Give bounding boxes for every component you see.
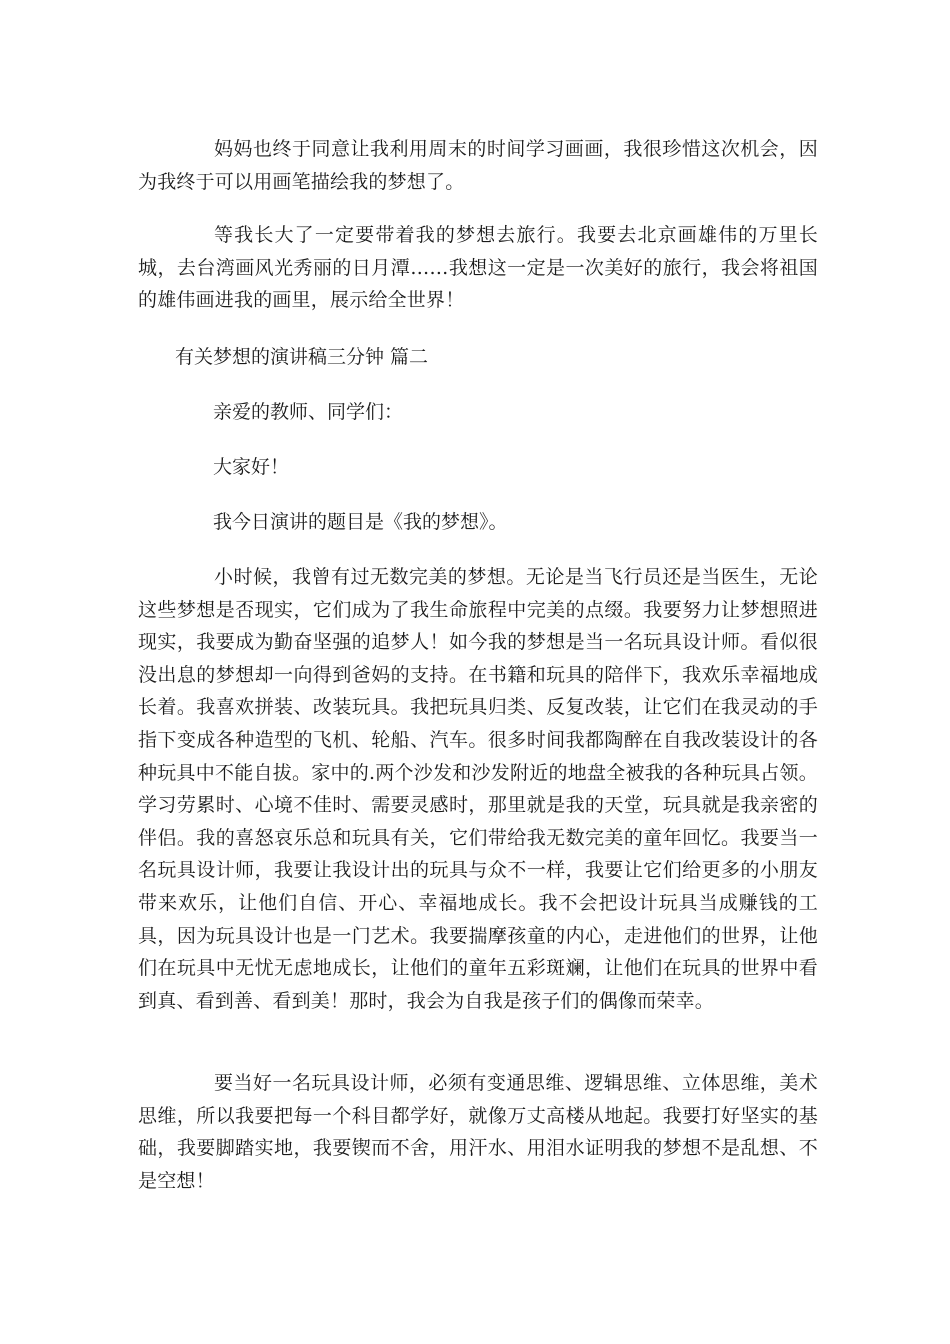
greeting: 大家好！	[213, 456, 290, 478]
salutation: 亲爱的教师、同学们：	[213, 401, 404, 423]
section-title: 有关梦想的演讲稿三分钟 篇二	[175, 346, 429, 368]
paragraph-toy-designer-plan: 要当好一名玩具设计师，必须有变通思维、逻辑思维、立体思维，美术思维，所以我要把每一个科目都学好，就像万丈高楼从地起。我要打好坚实的基础，我要脚踏实地，我要锲而不舍，用汗水、用泪水证明我的梦想不是乱想、不是空想！	[138, 1072, 818, 1192]
paragraph-toy-designer-dream: 小时候，我曾有过无数完美的梦想。无论是当飞行员还是当医生，无论这些梦想是否现实，它们成为了我生命旅程中完美的点缀。我要努力让梦想照进现实，我要成为勤奋坚强的追梦人！如今我的梦想是当一名玩具设计师。看似很没出息的梦想却一向得到爸妈的支持。在书籍和玩具的陪伴下，我欢乐幸福地成长着。我喜欢拼装、改装玩具。我把玩具归类、反复改装，让它们在我灵动的手指下变成各种造型的飞机、轮船、汽车。很多时间我都陶醉在自我改装设计的各种玩具中不能自拔。家中的.两个沙发和沙发附近的地盘全被我的各种玩具占领。学习劳累时、心境不佳时、需要灵感时，那里就是我的天堂，玩具就是我亲密的伴侣。我的喜怒哀乐总和玩具有关，它们带给我无数完美的童年回忆。我要当一名玩具设计师，我要让我设计出的玩具与众不一样，我要让它们给更多的小朋友带来欢乐，让他们自信、开心、幸福地成长。我不会把设计玩具当成赚钱的工具，因为玩具设计也是一门艺术。我要揣摩孩童的内心，走进他们的世界，让他们在玩具中无忧无虑地成长，让他们的童年五彩斑斓，让他们在玩具的世界中看到真、看到善、看到美！那时，我会为自我是孩子们的偶像而荣幸。	[138, 566, 818, 1012]
paragraph-learn-painting: 妈妈也终于同意让我利用周末的时间学习画画，我很珍惜这次机会，因为我终于可以用画笔描绘我的梦想了。	[138, 138, 818, 193]
speech-topic: 我今日演讲的题目是《我的梦想》。	[213, 511, 508, 533]
paragraph-travel-dream: 等我长大了一定要带着我的梦想去旅行。我要去北京画雄伟的万里长城，去台湾画风光秀丽的日月潭……我想这一定是一次美好的旅行，我会将祖国的雄伟画进我的画里，展示给全世界！	[138, 224, 818, 312]
